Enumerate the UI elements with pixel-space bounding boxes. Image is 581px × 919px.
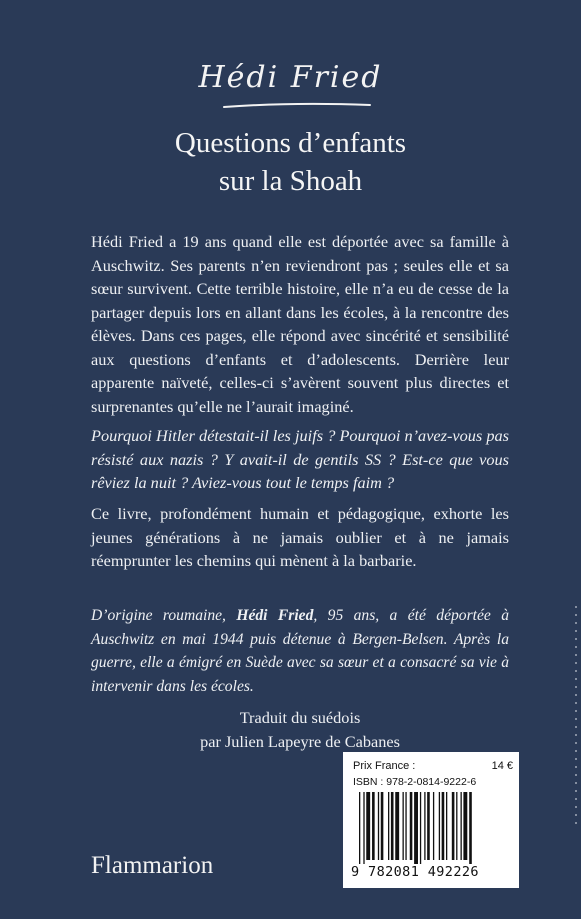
bio-text: , 95 ans, a été déportée à Auschwitz en mai 1944 puis détenue à Bergen-Belsen. Après la guerre, elle a émigré en Suède avec sa sœur et a consacré sa vie à intervenir dans les écoles. (91, 607, 509, 695)
translator-line-2: par Julien Lapeyre de Cabanes (200, 731, 400, 751)
signature-underline (222, 100, 372, 110)
price-line (353, 758, 513, 774)
bio-author-name: Hédi Fried (236, 607, 314, 624)
bio-intro: D’origine roumaine, (91, 607, 237, 624)
barcode-digits: 9 782081 492226 (351, 864, 513, 880)
translator-line-1: Traduit du suédois (239, 708, 361, 727)
blurb-paragraph-3: Ce livre, profondément humain et pédagogique, exhorte les jeunes générations à ne jamais oublier et à ne jamais réemprunter les chemins qui mènent à la barbarie. (91, 504, 509, 570)
title-line-1: Questions d’enfants (174, 127, 407, 159)
blurb-paragraph-1: Hédi Fried a 19 ans quand elle est déportée avec sa famille à Auschwitz. Ses parents n’en reviendront pas ; seules elle et sa sœur survivent. Cette terrible histoire, elle n’a eu de cesse de la partager depuis lors en allant dans les écoles, à la rencontre des élèves. Dans ces pages, elle répond avec sincérité et sensibilité aux questions d’enfants et d’adolescents. Derrière leur apparente naïveté, celles-ci s’avèrent souvent plus directes et surprenantes qu’elle ne l’aurait imaginé. (91, 232, 509, 416)
book-title (0, 124, 581, 200)
publisher-logo: Flammarion (91, 852, 214, 879)
barcode-icon (357, 792, 509, 866)
barcode-panel (343, 752, 519, 888)
price-label: Prix France : (353, 760, 416, 772)
price-value: 14 € (491, 760, 513, 772)
title-line-2: sur la Shoah (218, 165, 363, 197)
author-signature: Hédi Fried (198, 60, 383, 95)
translator-credit (91, 706, 509, 753)
edge-tick-marks (575, 600, 577, 830)
author-bio (91, 604, 509, 698)
blurb-questions: Pourquoi Hitler détestait-il les juifs ? Pourquoi n’avez-vous pas résisté aux nazis ? Y avait-il de gentils SS ? Est-ce que vous rêviez la nuit ? Aviez-vous tout le temps faim ? (91, 426, 509, 492)
isbn-text: ISBN : 978-2-0814-9222-6 (353, 776, 477, 788)
